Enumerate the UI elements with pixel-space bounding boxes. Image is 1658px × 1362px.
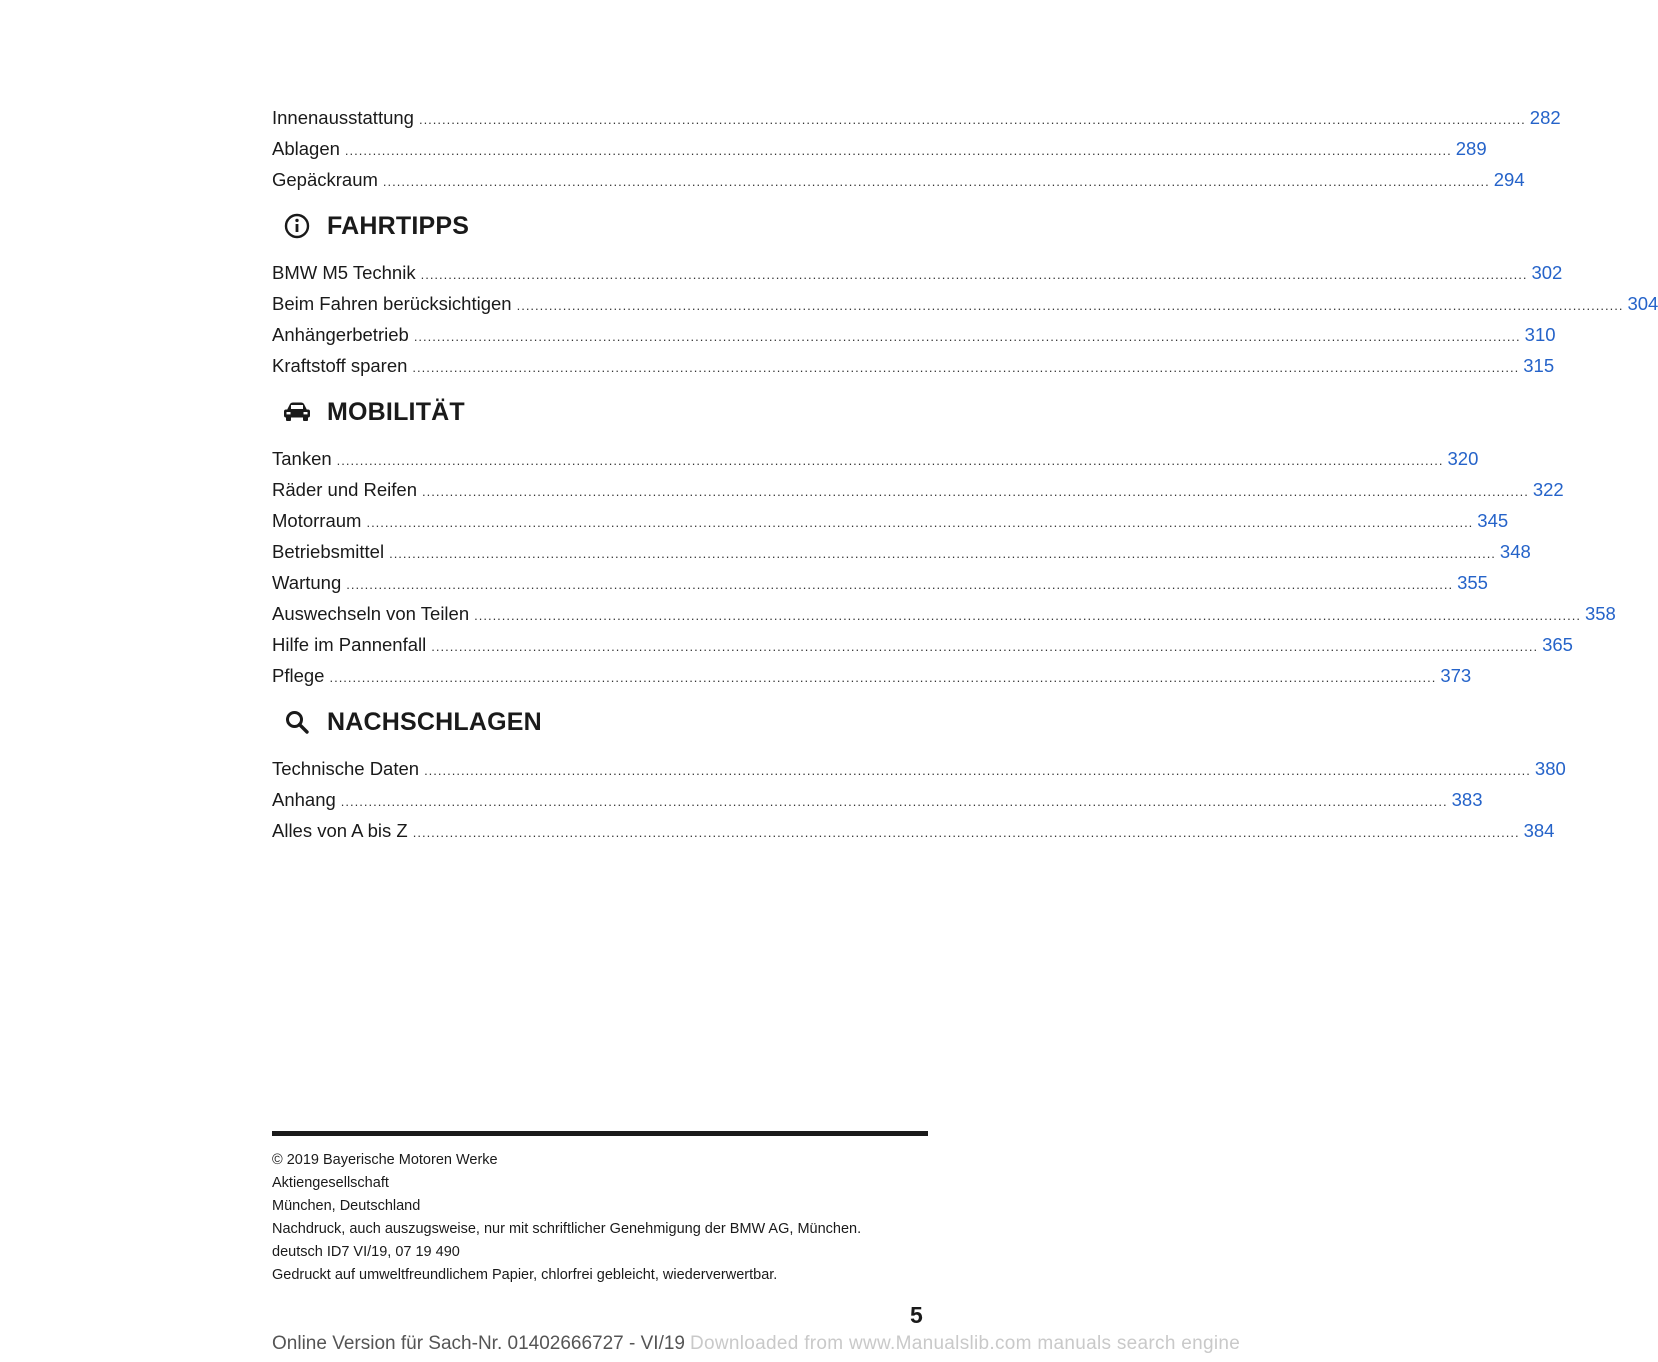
leader-dots bbox=[346, 569, 1453, 600]
toc-page-number[interactable]: 310 bbox=[1524, 324, 1556, 345]
toc-entry-title: Pflege bbox=[272, 665, 325, 686]
car-icon bbox=[277, 397, 317, 427]
toc-entry-hilfe-im-pannenfall[interactable] bbox=[272, 629, 1573, 660]
toc-entry-auswechseln-von-teilen[interactable] bbox=[272, 598, 1616, 629]
toc-entry-title: Alles von A bis Z bbox=[272, 820, 408, 841]
imprint-divider bbox=[272, 1131, 928, 1136]
toc-entry-wartung[interactable] bbox=[272, 567, 1488, 598]
leader-dots bbox=[424, 755, 1531, 786]
toc-entry-title: Anhängerbetrieb bbox=[272, 324, 409, 345]
toc-entry-title: Ablagen bbox=[272, 138, 340, 159]
leader-dots bbox=[345, 135, 1452, 166]
toc-entry-motorraum[interactable] bbox=[272, 505, 1509, 536]
section-title: FAHRTIPPS bbox=[327, 211, 470, 240]
toc-page-number[interactable]: 373 bbox=[1440, 665, 1472, 686]
toc-entry-title: Beim Fahren berücksichtigen bbox=[272, 293, 512, 314]
toc-entry-anhaengerbetrieb[interactable] bbox=[272, 319, 1556, 350]
toc-page-number[interactable]: 289 bbox=[1455, 138, 1487, 159]
toc-entry-bmw-m5-technik[interactable] bbox=[272, 257, 1563, 288]
leader-dots bbox=[419, 104, 1526, 135]
toc-entry-tanken[interactable] bbox=[272, 443, 1479, 474]
leader-dots bbox=[421, 259, 1528, 290]
search-icon bbox=[277, 707, 317, 737]
toc-page-number[interactable]: 320 bbox=[1447, 448, 1479, 469]
leader-dots bbox=[474, 600, 1581, 631]
toc-entry-title: Technische Daten bbox=[272, 758, 420, 779]
toc-page-number[interactable]: 365 bbox=[1542, 634, 1573, 655]
info-icon bbox=[277, 211, 317, 241]
toc-entry-title: Gepäckraum bbox=[272, 169, 378, 190]
toc-entry-title: Anhang bbox=[272, 789, 336, 810]
table-of-contents bbox=[272, 102, 1658, 846]
leader-dots bbox=[383, 166, 1490, 197]
leader-dots bbox=[337, 445, 1444, 476]
leader-dots bbox=[412, 352, 1519, 383]
section-title: MOBILITÄT bbox=[327, 397, 465, 426]
imprint-line: deutsch ID7 VI/19, 07 19 490 bbox=[272, 1244, 460, 1260]
toc-entry-title: Räder und Reifen bbox=[272, 479, 418, 500]
section-heading-nachschlagen bbox=[272, 691, 927, 753]
toc-entry-raeder-und-reifen[interactable] bbox=[272, 474, 1564, 505]
toc-page-number[interactable]: 358 bbox=[1584, 603, 1616, 624]
toc-page-number[interactable]: 345 bbox=[1477, 510, 1509, 531]
leader-dots bbox=[366, 507, 1473, 538]
imprint-line: © 2019 Bayerische Motoren Werke bbox=[272, 1152, 498, 1168]
toc-page-number[interactable]: 322 bbox=[1532, 479, 1564, 500]
toc-page-number[interactable]: 380 bbox=[1534, 758, 1566, 779]
toc-entry-title: Betriebsmittel bbox=[272, 541, 385, 562]
toc-page-number[interactable]: 315 bbox=[1523, 355, 1555, 376]
toc-page-number[interactable]: 348 bbox=[1499, 541, 1531, 562]
toc-entry-title: Wartung bbox=[272, 572, 342, 593]
imprint-block bbox=[272, 1149, 861, 1287]
toc-page-number[interactable]: 384 bbox=[1523, 820, 1555, 841]
page-number: 5 bbox=[910, 1302, 923, 1328]
section-title: NACHSCHLAGEN bbox=[327, 707, 542, 736]
toc-entry-title: Hilfe im Pannenfall bbox=[272, 634, 427, 655]
toc-entry-pflege[interactable] bbox=[272, 660, 1472, 691]
leader-dots bbox=[329, 662, 1436, 693]
leader-dots bbox=[413, 817, 1520, 848]
watermark: Downloaded from www.Manualslib.com manuals search engine bbox=[690, 1333, 1241, 1354]
leader-dots bbox=[341, 786, 1448, 817]
toc-entry-beim-fahren[interactable] bbox=[272, 288, 1658, 319]
toc-page-number[interactable]: 383 bbox=[1451, 789, 1483, 810]
section-heading-mobilitaet bbox=[272, 381, 927, 443]
toc-entry-betriebsmittel[interactable] bbox=[272, 536, 1531, 567]
toc-entry-alles-von-a-bis-z[interactable] bbox=[272, 815, 1555, 846]
toc-entry-title: Motorraum bbox=[272, 510, 362, 531]
toc-entry-title: Kraftstoff sparen bbox=[272, 355, 408, 376]
toc-entry-title: Auswechseln von Teilen bbox=[272, 603, 470, 624]
toc-page-number[interactable]: 294 bbox=[1493, 169, 1525, 190]
toc-entry-title: BMW M5 Technik bbox=[272, 262, 416, 283]
toc-entry-title: Innenausstattung bbox=[272, 107, 414, 128]
section-heading-fahrtipps bbox=[272, 195, 927, 257]
toc-page-number[interactable]: 282 bbox=[1529, 107, 1561, 128]
toc-page-number[interactable]: 304 bbox=[1627, 293, 1658, 314]
online-version-footer: Online Version für Sach-Nr. 01402666727 - VI/19 bbox=[272, 1333, 685, 1354]
imprint-line: München, Deutschland bbox=[272, 1198, 421, 1214]
toc-entry-gepaeckraum[interactable] bbox=[272, 164, 1525, 195]
leader-dots bbox=[517, 290, 1624, 321]
imprint-line: Nachdruck, auch auszugsweise, nur mit schriftlicher Genehmigung der BMW AG, München. bbox=[272, 1221, 862, 1237]
toc-entry-technische-daten[interactable] bbox=[272, 753, 1566, 784]
toc-entry-innenausstattung[interactable] bbox=[272, 102, 1561, 133]
toc-page-number[interactable]: 355 bbox=[1457, 572, 1488, 593]
leader-dots bbox=[414, 321, 1521, 352]
toc-entry-anhang[interactable] bbox=[272, 784, 1483, 815]
toc-entry-kraftstoff-sparen[interactable] bbox=[272, 350, 1555, 381]
imprint-line: Aktiengesellschaft bbox=[272, 1175, 389, 1191]
leader-dots bbox=[422, 476, 1529, 507]
toc-entry-ablagen[interactable] bbox=[272, 133, 1487, 164]
toc-entry-title: Tanken bbox=[272, 448, 332, 469]
toc-page-number[interactable]: 302 bbox=[1531, 262, 1563, 283]
imprint-line: Gedruckt auf umweltfreundlichem Papier, chlorfrei gebleicht, wiederverwertbar. bbox=[272, 1267, 778, 1283]
leader-dots bbox=[389, 538, 1496, 569]
leader-dots bbox=[431, 631, 1538, 662]
